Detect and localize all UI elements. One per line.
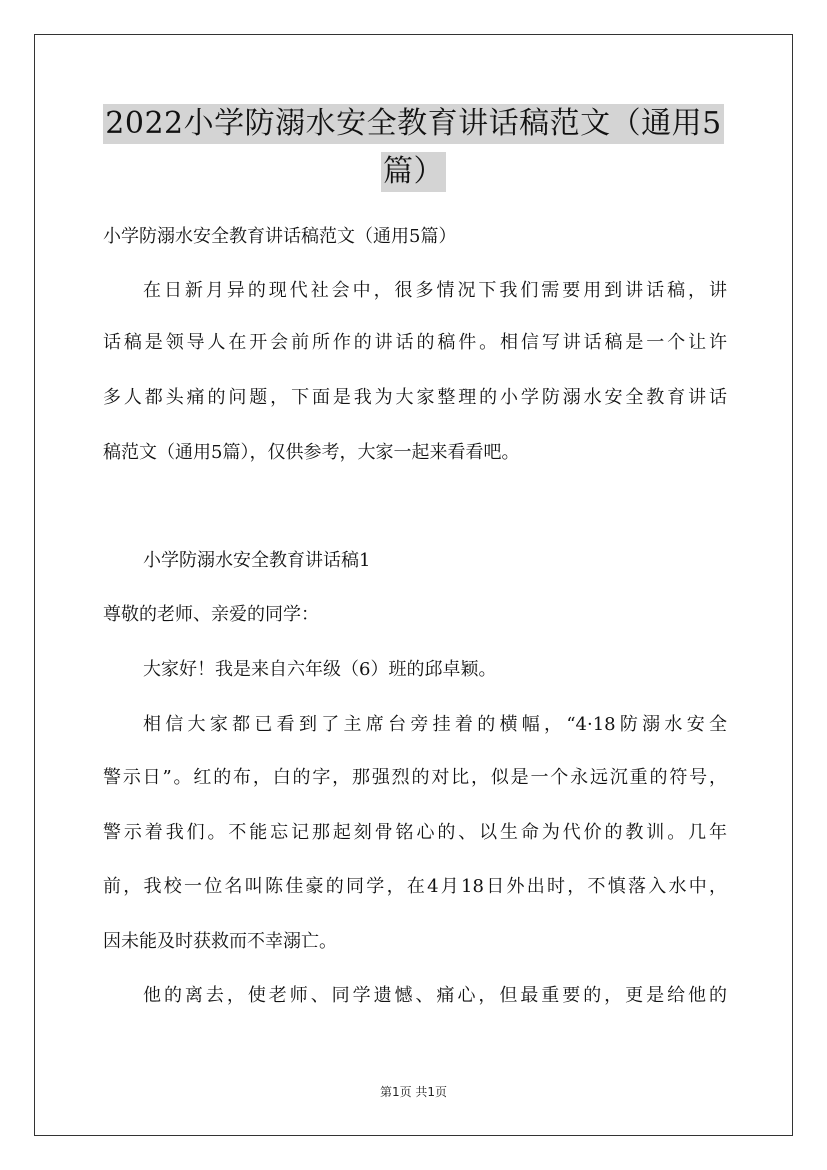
paragraph-line: 他的离去，使老师、同学遗憾、痛心，但最重要的，更是给他的 [143, 985, 727, 1006]
greeting: 大家好！我是来自六年级（6）班的邱卓颖。 [143, 659, 497, 680]
title-line-1: 2022小学防溺水安全教育讲话稿范文（通用5 [103, 104, 723, 144]
paragraph-line: 警示日”。红的布，白的字，那强烈的对比，似是一个永远沉重的符号， [103, 767, 727, 788]
paragraph-line: 警示着我们。不能忘记那起刻骨铭心的、以生命为代价的教训。几年 [103, 822, 727, 843]
title-line-2: 篇） [381, 152, 446, 192]
intro-line: 在日新月异的现代社会中，很多情况下我们需要用到讲话稿，讲 [143, 280, 727, 301]
document-title [100, 104, 727, 200]
intro-line: 多人都头痛的问题，下面是我为大家整理的小学防溺水安全教育讲话 [103, 387, 727, 408]
paragraph-line: 相信大家都已看到了主席台旁挂着的横幅，“4·18防溺水安全 [143, 714, 727, 735]
salutation: 尊敬的老师、亲爱的同学： [103, 604, 319, 625]
paragraph-line: 前，我校一位名叫陈佳豪的同学，在4月18日外出时，不慎落入水中， [103, 876, 727, 897]
subtitle: 小学防溺水安全教育讲话稿范文（通用5篇） [103, 226, 457, 247]
page-number-footer: 第1页 共1页 [379, 1085, 448, 1099]
intro-line: 话稿是领导人在开会前所作的讲话的稿件。相信写讲话稿是一个让许 [103, 332, 727, 353]
paragraph-line: 因未能及时获救而不幸溺亡。 [103, 931, 337, 952]
intro-line: 稿范文（通用5篇），仅供参考，大家一起来看看吧。 [103, 442, 520, 463]
section-heading: 小学防溺水安全教育讲话稿1 [143, 550, 371, 571]
